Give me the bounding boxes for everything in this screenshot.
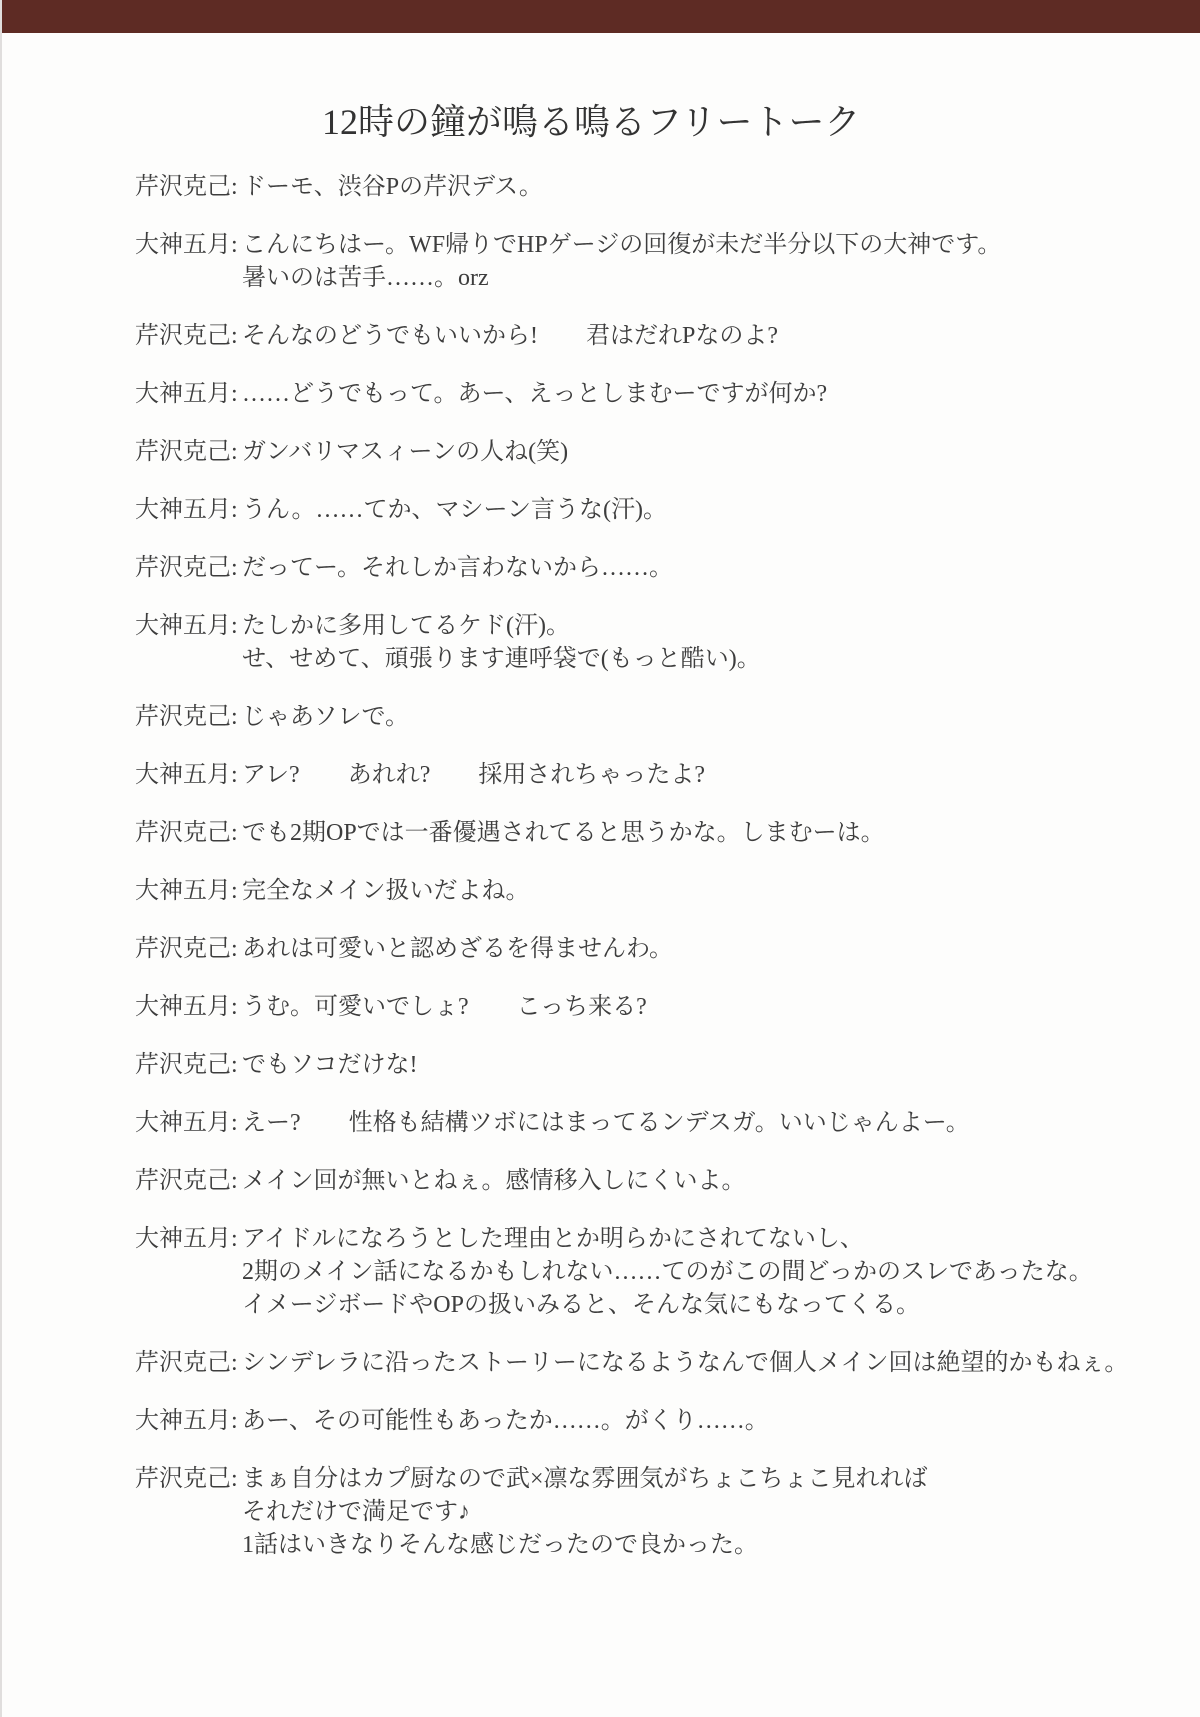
speaker-name: 大神五月: [135, 613, 238, 639]
dialogue-line: 完全なメイン扱いだよね。 [242, 878, 530, 904]
dialogue-line: あー、その可能性もあったか……。がくり……。 [242, 1408, 769, 1434]
dialogue-paragraph [135, 875, 1170, 908]
dialogue-lines [242, 1405, 769, 1438]
dialogue-line: ……どうでもって。あー、えっとしまむーですが何か? [242, 381, 828, 407]
dialogue-lines [242, 552, 673, 585]
dialogue-line: じゃあソレで。 [242, 704, 410, 730]
speaker-name: 大神五月: [135, 232, 238, 258]
speaker-name: 大神五月: [135, 497, 238, 523]
speaker-name: 大神五月: [135, 994, 238, 1020]
page-title: 12時の鐘が鳴る鳴るフリートーク [322, 102, 861, 142]
dialogue-lines [242, 610, 761, 676]
dialogue-paragraph [135, 320, 1170, 353]
speaker-name: 芹沢克己: [135, 439, 238, 465]
dialogue-paragraph [135, 378, 1170, 411]
dialogue-paragraph [135, 991, 1170, 1024]
dialogue-lines [242, 320, 778, 353]
dialogue-paragraph [135, 1223, 1170, 1322]
dialogue-lines [242, 817, 885, 850]
dialogue-content [2, 171, 1200, 1562]
speaker-name: 大神五月: [135, 381, 238, 407]
speaker-name: 大神五月: [135, 1408, 238, 1434]
dialogue-paragraph [135, 171, 1170, 204]
dialogue-paragraph [135, 1405, 1170, 1438]
speaker-name: 大神五月: [135, 878, 238, 904]
dialogue-lines [242, 991, 647, 1024]
dialogue-line: あれは可愛いと認めざるを得ませんわ。 [242, 936, 674, 962]
dialogue-line: ガンバリマスィーンの人ね(笑) [242, 439, 569, 465]
dialogue-line: せ、せめて、頑張ります連呼袋で(もっと酷い)。 [242, 646, 761, 672]
speaker-name: 芹沢克己: [135, 1466, 238, 1492]
dialogue-lines [242, 933, 673, 966]
dialogue-lines [242, 436, 568, 469]
dialogue-line: たしかに多用してるケド(汗)。 [242, 613, 570, 639]
dialogue-line: メイン回が無いとねぇ。感情移入しにくいよ。 [242, 1168, 746, 1194]
dialogue-paragraph [135, 610, 1170, 676]
dialogue-paragraph [135, 436, 1170, 469]
dialogue-line: こんにちはー。WF帰りでHPゲージの回復が未だ半分以下の大神です。 [242, 232, 1002, 258]
dialogue-line: それだけで満足です♪ [242, 1499, 470, 1525]
dialogue-line: アイドルになろうとした理由とか明らかにされてないし、 [242, 1226, 864, 1252]
speaker-name: 芹沢克己: [135, 555, 238, 581]
speaker-name: 芹沢克己: [135, 1350, 238, 1376]
speaker-name: 芹沢克己: [135, 1168, 238, 1194]
dialogue-lines [242, 1049, 418, 1082]
dialogue-line: アレ? あれれ? 採用されちゃったよ? [242, 762, 705, 788]
top-bar [2, 0, 1200, 33]
dialogue-line: 2期のメイン話になるかもしれない……てのがこの間どっかのスレであったな。 [242, 1259, 1093, 1285]
dialogue-line: でもソコだけな! [242, 1052, 418, 1078]
speaker-name: 芹沢克己: [135, 174, 238, 200]
dialogue-paragraph [135, 1107, 1170, 1140]
speaker-name: 大神五月: [135, 762, 238, 788]
dialogue-paragraph [135, 701, 1170, 734]
dialogue-paragraph [135, 1165, 1170, 1198]
dialogue-lines [242, 1223, 1093, 1322]
dialogue-lines [242, 759, 705, 792]
dialogue-lines [242, 171, 543, 204]
dialogue-line: えー? 性格も結構ツボにはまってるンデスガ。いいじゃんよー。 [242, 1110, 970, 1136]
dialogue-paragraph [135, 817, 1170, 850]
speaker-name: 大神五月: [135, 1110, 238, 1136]
dialogue-line: シンデレラに沿ったストーリーになるようなんで個人メイン回は絶望的かもねぇ。 [242, 1350, 1129, 1376]
dialogue-paragraph [135, 933, 1170, 966]
dialogue-lines [242, 1107, 970, 1140]
speaker-name: 芹沢克己: [135, 1052, 238, 1078]
dialogue-lines [242, 1463, 928, 1562]
dialogue-line: 1話はいきなりそんな感じだったので良かった。 [242, 1532, 758, 1558]
dialogue-paragraph [135, 229, 1170, 295]
speaker-name: 芹沢克己: [135, 704, 238, 730]
dialogue-line: まぁ自分はカプ厨なので武×凛な雰囲気がちょこちょこ見れれば [242, 1466, 928, 1492]
dialogue-lines [242, 229, 1001, 295]
dialogue-paragraph [135, 1049, 1170, 1082]
dialogue-lines [242, 875, 530, 908]
speaker-name: 芹沢克己: [135, 323, 238, 349]
dialogue-line: でも2期OPでは一番優遇されてると思うかな。しまむーは。 [242, 820, 885, 846]
speaker-name: 芹沢克己: [135, 820, 238, 846]
dialogue-lines [242, 1165, 746, 1198]
dialogue-paragraph [135, 494, 1170, 527]
dialogue-line: ドーモ、渋谷Pの芹沢デス。 [242, 174, 543, 200]
dialogue-line: 暑いのは苦手……。orz [242, 265, 489, 291]
dialogue-paragraph [135, 1463, 1170, 1562]
dialogue-paragraph [135, 552, 1170, 585]
dialogue-lines [242, 378, 827, 411]
dialogue-paragraph [135, 759, 1170, 792]
dialogue-line: うむ。可愛いでしょ? こっち来る? [242, 994, 647, 1020]
dialogue-lines [242, 494, 667, 527]
speaker-name: 大神五月: [135, 1226, 238, 1252]
dialogue-lines [242, 1347, 1128, 1380]
speaker-name: 芹沢克己: [135, 936, 238, 962]
dialogue-line: そんなのどうでもいいから! 君はだれPなのよ? [242, 323, 778, 349]
dialogue-line: イメージボードやOPの扱いみると、そんな気にもなってくる。 [242, 1292, 920, 1318]
dialogue-paragraph [135, 1347, 1170, 1380]
dialogue-line: だってー。それしか言わないから……。 [242, 555, 674, 581]
dialogue-line: うん。……てか、マシーン言うな(汗)。 [242, 497, 667, 523]
dialogue-lines [242, 701, 409, 734]
